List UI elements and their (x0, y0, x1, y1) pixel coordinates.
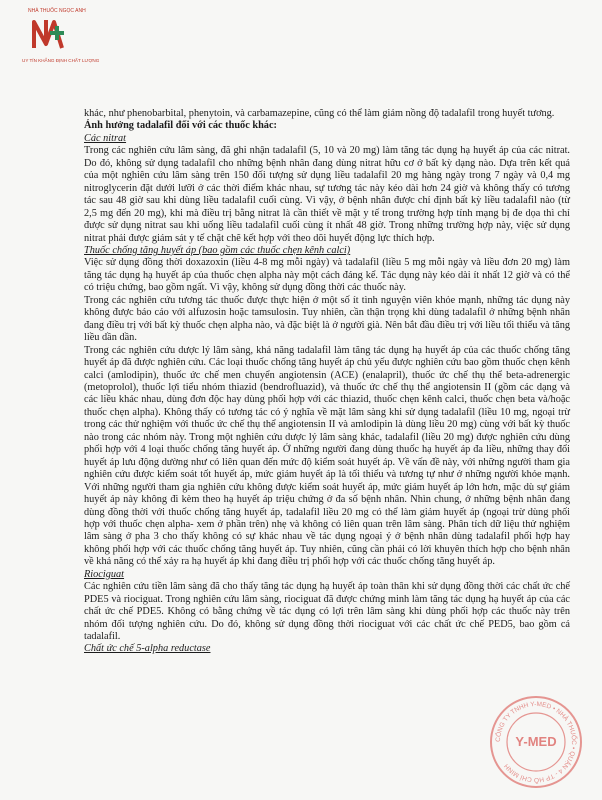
stamp-ring-text: CÔNG TY TNHH Y-MED • NHÀ THUỐC • QUẬN 4 - TP HỒ CHÍ MINH (494, 700, 578, 784)
paragraph-nitrates: Trong các nghiên cứu lâm sàng, đã ghi nhận tadalafil (5, 10 và 20 mg) làm tăng tác dụng hạ huyết áp của các nitrat. Do đó, không sử dụng tadalafil cho những bệnh nhân đang dùng nitrat hữu cơ ở bất kỳ dạng nào. Dựa trên kết quả của một nghiên cứu lâm sàng trên 150 đối tượng sử dụng liều tadalafil 20 mg hàng ngày trong 7 ngày và 0,4 mg nitroglycerin đặt dưới lưỡi ở các thời điểm khác nhau, sự tương tác này kéo dài hơn 24 giờ và không thấy có tương tác sau 48 giờ sau khi dùng liều tadalafil cuối cùng. Vì vậy, ở bệnh nhân được chỉ định bất kỳ liều tadalafil nào (từ 2,5 mg đến 20 mg), khi mà điều trị bằng nitrat là cần thiết về mặt y tế trong trường hợp tính mạng bị đe dọa thì chỉ được sử dụng nitrat sau khi uống liều tadalafil cuối cùng ít nhất 48 giờ. Trong những trường hợp này, việc sử dụng nitrat phải được giám sát y tế chặt chẽ kết hợp với theo dõi huyết động lực thích hợp. (84, 145, 570, 244)
paragraph-alpha-blockers: Trong các nghiên cứu tương tác thuốc được thực hiện ở một số ít tình nguyện viên khỏe mạnh, những tác dụng này không được báo cáo với alfuzosin hoặc tamsulosin. Tuy nhiên, cần thận trọng khi dùng tadalafil ở những bệnh nhân đang điều trị với bất kỳ thuốc chẹn alpha nào, và đặc biệt là ở người già. Nên bắt đầu điều trị với liều tối thiểu và tăng liều dần dần. (84, 294, 570, 344)
subheading-riociguat: Riociguat (84, 568, 125, 580)
paragraph-doxazosin: Việc sử dụng đồng thời doxazoxin (liều 4-8 mg mỗi ngày) và tadalafil (liều 5 mg mỗi ngày và liều đơn 20 mg) làm tăng tác dụng hạ huyết áp của thuốc chẹn alpha này một cách đáng kể. Tác dụng này kéo dài ít nhất 12 giờ và có thể có triệu chứng, bao gồm ngất. Vì vậy, không sử dụng đồng thời các thuốc này. (84, 257, 570, 294)
pharmacy-logo (20, 8, 100, 70)
paragraph-clinical-pharmacology: Trong các nghiên cứu dược lý lâm sàng, khả năng tadalafil làm tăng tác dụng hạ huyết áp của các thuốc chống tăng huyết áp đã được nghiên cứu. Các loại thuốc chống tăng huyết áp chủ yếu được nghiên cứu bao gồm thuốc chẹn kênh calci (amlodipin), thuốc ức chế men chuyển angiotensin (ACE) (enalapril), thuốc ức chế thụ thể beta-adrenergic (metoprolol), thuốc lợi tiểu nhóm thiazid (bendrofluazid), và thuốc ức chế thụ thể angiotensin II (gồm các dạng và các liều khác nhau, dùng đơn độc hay dùng phối hợp với các thiazid, thuốc chẹn kênh calci, thuốc chẹn beta và/hoặc thuốc chẹn alpha). Không thấy có tương tác có ý nghĩa về mặt lâm sàng khi sử dụng tadalafil (liều 10 mg, ngoại trừ trong các thử nghiệm với thuốc ức chế thụ thể angiotensin II và amlodipin là dùng liều 20 mg) cùng với bất kỳ thuốc nào trong các nhóm này. Trong một nghiên cứu dược lý lâm sàng khác, tadalafil (liều 20 mg) được nghiên cứu dùng phối hợp với 4 loại thuốc chống tăng huyết áp. Ở những người đang dùng thuốc hạ huyết áp đa liều, những thay đổi huyết áp lưu động dường như có liên quan đến mức độ kiểm soát huyết áp. Về vấn đề này, với những người tham gia nghiên cứu được kiểm soát tốt huyết áp, mức giảm huyết áp là tối thiểu và tương tự như ở những người khỏe mạnh. Với những người tham gia nghiên cứu không được kiểm soát huyết áp, mức giảm huyết áp lớn hơn, mặc dù sự giảm huyết áp này không đi kèm theo hạ huyết áp triệu chứng ở đa số bệnh nhân. Nhìn chung, ở những bệnh nhân đang dùng đồng thời với thuốc chống tăng huyết áp, tadalafil liều 20 mg có thể làm giảm huyết áp (ngoại trừ dùng phối hợp với thuốc chẹn alpha- xem ở phần trên) nhẹ và không có liên quan trên lâm sàng. Phân tích dữ liệu thử nghiệm lâm sàng ở pha 3 cho thấy không có sự khác nhau về tác dụng ngoại ý ở bệnh nhân dùng tadalafil phối hợp hay không phối hợp với các thuốc chống tăng huyết áp. Tuy nhiên, cũng cần phải có lời khuyên thích hợp cho bệnh nhân về khả năng có thể xảy ra hạ huyết áp khi đang điều trị phối hợp với các thuốc chống tăng huyết áp. (84, 344, 570, 568)
subheading-5-alpha-reductase: Chất ức chế 5-alpha reductase (84, 643, 211, 655)
section-heading: Ảnh hưởng tadalafil đối với các thuốc khác: (84, 120, 277, 132)
logo-top-text: NHÀ THUỐC NGỌC ANH (28, 8, 86, 14)
paragraph-intro: khác, như phenobarbital, phenytoin, và carbamazepine, cũng có thể làm giảm nồng độ tadalafil trong huyết tương. (84, 108, 555, 119)
stamp-center-text: Y-MED (515, 734, 557, 749)
logo-bottom-text: UY TÍN KHẲNG ĐỊNH CHẤT LƯỢNG (22, 58, 100, 63)
document-body (84, 108, 570, 656)
subheading-antihypertensives: Thuốc chống tăng huyết áp (bao gồm các thuốc chẹn kênh calci) (84, 244, 351, 256)
subheading-nitrates: Các nitrat (84, 132, 127, 144)
company-stamp (488, 694, 584, 790)
logo-mark-icon (30, 14, 68, 54)
paragraph-riociguat: Các nghiên cứu tiền lâm sàng đã cho thấy tăng tác dụng hạ huyết áp toàn thân khi sử dụng đồng thời các chất ức chế PDE5 và riociguat. Trong nghiên cứu lâm sàng, riociguat đã được chứng minh làm tăng tác dụng hạ huyết áp của các chất ức chế PDE5. Không có bằng chứng về tác dụng có lợi trên lâm sàng khi dùng phối hợp các thuốc này trên nhóm đối tượng nghiên cứu. Do đó, không sử dụng đồng thời riociguat với các chất ức chế PED5, bao gồm cả tadalafil. (84, 581, 570, 643)
